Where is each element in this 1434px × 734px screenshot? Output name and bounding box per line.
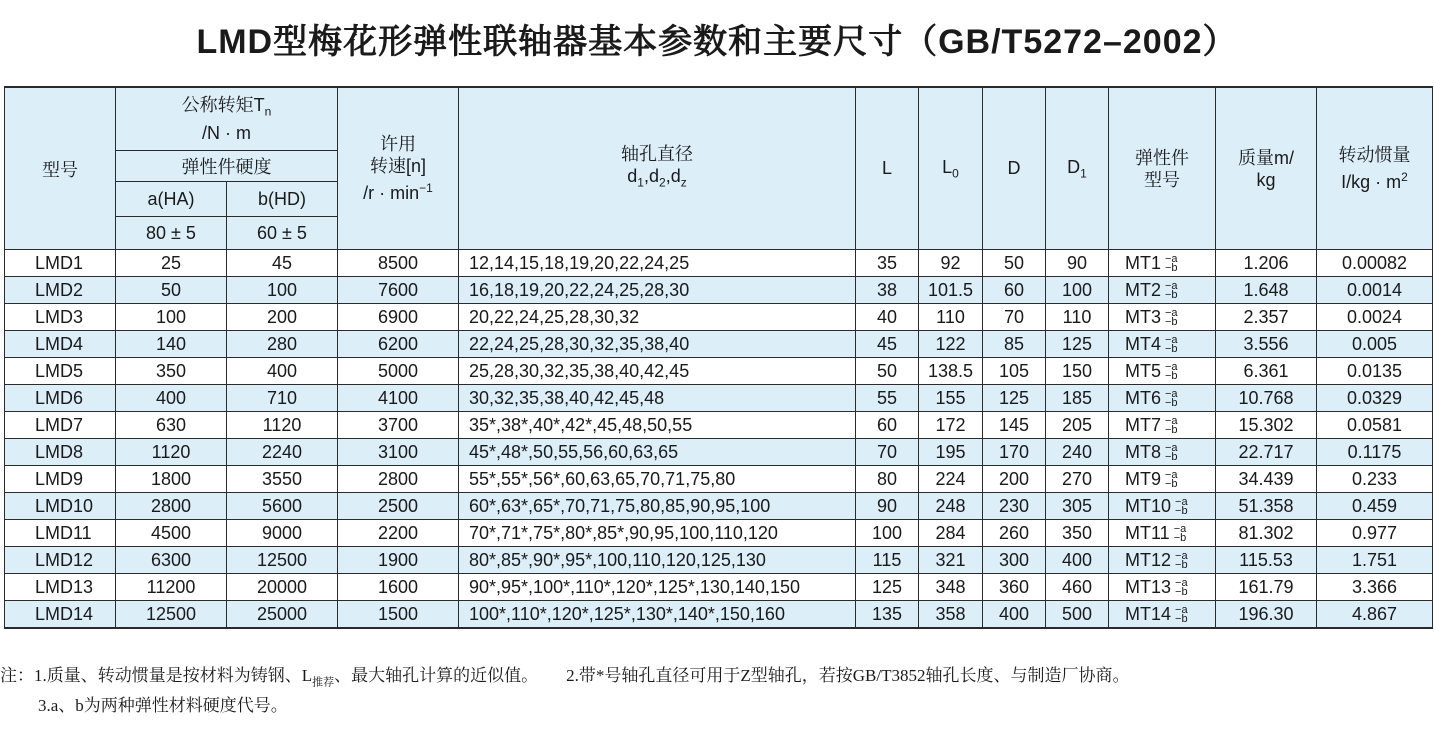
cell-b: 20000 [227, 574, 338, 601]
cell-D: 85 [983, 331, 1046, 358]
cell-bore: 45*,48*,50,55,56,60,63,65 [459, 439, 856, 466]
table-row [5, 331, 1433, 358]
cell-mass: 34.439 [1216, 466, 1317, 493]
table-row [5, 304, 1433, 331]
header-a-value: 80 ± 5 [116, 217, 227, 250]
cell-a: 630 [116, 412, 227, 439]
cell-model: LMD14 [5, 601, 116, 629]
header-b: b(HD) [227, 182, 338, 217]
cell-inertia: 0.00082 [1317, 250, 1433, 277]
cell-mt: MT3 −a −b [1109, 304, 1216, 331]
table-row [5, 601, 1433, 629]
cell-L0: 172 [919, 412, 983, 439]
cell-bore: 60*,63*,65*,70,71,75,80,85,90,95,100 [459, 493, 856, 520]
cell-mass: 1.648 [1216, 277, 1317, 304]
cell-D: 260 [983, 520, 1046, 547]
cell-mt: MT13 −a −b [1109, 574, 1216, 601]
cell-D: 360 [983, 574, 1046, 601]
cell-mass: 161.79 [1216, 574, 1317, 601]
cell-model: LMD5 [5, 358, 116, 385]
cell-mt: MT4 −a −b [1109, 331, 1216, 358]
cell-b: 100 [227, 277, 338, 304]
cell-mt: MT1 −a −b [1109, 250, 1216, 277]
cell-L: 90 [856, 493, 919, 520]
cell-model: LMD4 [5, 331, 116, 358]
cell-L0: 248 [919, 493, 983, 520]
header-bore: 轴孔直径 $d_1,d_2,d_z$ [459, 87, 856, 250]
mt-suffix: −a −b [1175, 576, 1188, 598]
cell-L0: 155 [919, 385, 983, 412]
cell-a: 6300 [116, 547, 227, 574]
cell-speed: 7600 [338, 277, 459, 304]
cell-D: 105 [983, 358, 1046, 385]
cell-L0: 348 [919, 574, 983, 601]
cell-a: 350 [116, 358, 227, 385]
mt-suffix: −a −b [1165, 279, 1178, 301]
cell-inertia: 0.233 [1317, 466, 1433, 493]
cell-D1: 90 [1046, 250, 1109, 277]
cell-L: 60 [856, 412, 919, 439]
cell-speed: 2200 [338, 520, 459, 547]
table-row [5, 358, 1433, 385]
table-row [5, 466, 1433, 493]
cell-speed: 5000 [338, 358, 459, 385]
cell-L: 80 [856, 466, 919, 493]
cell-mass: 81.302 [1216, 520, 1317, 547]
cell-L: 40 [856, 304, 919, 331]
cell-D1: 185 [1046, 385, 1109, 412]
cell-bore: 30,32,35,38,40,42,45,48 [459, 385, 856, 412]
cell-a: 25 [116, 250, 227, 277]
cell-mt: MT9 −a −b [1109, 466, 1216, 493]
cell-L: 38 [856, 277, 919, 304]
cell-mt: MT11 −a −b [1109, 520, 1216, 547]
table-row [5, 277, 1433, 304]
cell-L: 115 [856, 547, 919, 574]
table-row [5, 574, 1433, 601]
cell-mt: MT14 −a −b [1109, 601, 1216, 629]
page-title: LMD型梅花形弹性联轴器基本参数和主要尺寸（GB/T5272–2002） [196, 23, 1238, 61]
mt-suffix: −a −b [1173, 522, 1187, 544]
cell-mass: 2.357 [1216, 304, 1317, 331]
cell-bore: 80*,85*,90*,95*,100,110,120,125,130 [459, 547, 856, 574]
header-L0: $L_0$ [919, 87, 983, 250]
cell-speed: 6900 [338, 304, 459, 331]
cell-a: 100 [116, 304, 227, 331]
cell-inertia: 0.0135 [1317, 358, 1433, 385]
header-L: L [856, 87, 919, 250]
mt-suffix: −a −b [1175, 603, 1188, 625]
header-b-value: 60 ± 5 [227, 217, 338, 250]
cell-D: 50 [983, 250, 1046, 277]
cell-D1: 125 [1046, 331, 1109, 358]
table-row [5, 250, 1433, 277]
cell-mt: MT12 −a −b [1109, 547, 1216, 574]
cell-model: LMD3 [5, 304, 116, 331]
cell-bore: 35*,38*,40*,42*,45,48,50,55 [459, 412, 856, 439]
table-row [5, 385, 1433, 412]
cell-L: 125 [856, 574, 919, 601]
mt-suffix: −a −b [1165, 333, 1178, 355]
cell-speed: 2500 [338, 493, 459, 520]
mt-suffix: −a −b [1165, 360, 1178, 382]
cell-model: LMD1 [5, 250, 116, 277]
cell-a: 1120 [116, 439, 227, 466]
cell-L0: 110 [919, 304, 983, 331]
cell-D1: 205 [1046, 412, 1109, 439]
cell-model: LMD7 [5, 412, 116, 439]
cell-D1: 100 [1046, 277, 1109, 304]
cell-model: LMD6 [5, 385, 116, 412]
cell-bore: 90*,95*,100*,110*,120*,125*,130,140,150 [459, 574, 856, 601]
cell-speed: 1900 [338, 547, 459, 574]
cell-b: 25000 [227, 601, 338, 629]
cell-D1: 400 [1046, 547, 1109, 574]
cell-speed: 4100 [338, 385, 459, 412]
header-speed: 许用 转速[n] $/r \cdot \min^{-1}$ [338, 87, 459, 250]
cell-speed: 1600 [338, 574, 459, 601]
cell-D1: 500 [1046, 601, 1109, 629]
cell-a: 140 [116, 331, 227, 358]
cell-mass: 15.302 [1216, 412, 1317, 439]
cell-a: 11200 [116, 574, 227, 601]
cell-b: 1120 [227, 412, 338, 439]
cell-speed: 1500 [338, 601, 459, 629]
cell-speed: 3700 [338, 412, 459, 439]
cell-b: 9000 [227, 520, 338, 547]
cell-D: 230 [983, 493, 1046, 520]
cell-bore: 100*,110*,120*,125*,130*,140*,150,160 [459, 601, 856, 629]
cell-L: 70 [856, 439, 919, 466]
cell-bore: 20,22,24,25,28,30,32 [459, 304, 856, 331]
cell-speed: 8500 [338, 250, 459, 277]
cell-inertia: 0.005 [1317, 331, 1433, 358]
cell-model: LMD2 [5, 277, 116, 304]
cell-D1: 110 [1046, 304, 1109, 331]
cell-model: LMD12 [5, 547, 116, 574]
cell-inertia: 0.0581 [1317, 412, 1433, 439]
header-model: 型号 [5, 87, 116, 250]
cell-bore: 70*,71*,75*,80*,85*,90,95,100,110,120 [459, 520, 856, 547]
mt-suffix: −a −b [1165, 441, 1178, 463]
header-a: a(HA) [116, 182, 227, 217]
cell-mt: MT10 −a −b [1109, 493, 1216, 520]
cell-D1: 240 [1046, 439, 1109, 466]
cell-mass: 22.717 [1216, 439, 1317, 466]
notes [0, 664, 1434, 718]
cell-D: 170 [983, 439, 1046, 466]
cell-D1: 460 [1046, 574, 1109, 601]
cell-b: 280 [227, 331, 338, 358]
cell-mass: 10.768 [1216, 385, 1317, 412]
cell-L0: 321 [919, 547, 983, 574]
cell-L0: 138.5 [919, 358, 983, 385]
mt-suffix: −a −b [1165, 306, 1178, 328]
cell-speed: 2800 [338, 466, 459, 493]
cell-L: 35 [856, 250, 919, 277]
cell-inertia: 0.459 [1317, 493, 1433, 520]
cell-inertia: 0.1175 [1317, 439, 1433, 466]
cell-a: 400 [116, 385, 227, 412]
table-body [5, 250, 1433, 629]
cell-inertia: 4.867 [1317, 601, 1433, 629]
cell-inertia: 1.751 [1317, 547, 1433, 574]
cell-model: LMD9 [5, 466, 116, 493]
cell-a: 1800 [116, 466, 227, 493]
header-D1: $D_1$ [1046, 87, 1109, 250]
cell-bore: 25,28,30,32,35,38,40,42,45 [459, 358, 856, 385]
cell-model: LMD13 [5, 574, 116, 601]
cell-b: 12500 [227, 547, 338, 574]
cell-b: 2240 [227, 439, 338, 466]
cell-b: 3550 [227, 466, 338, 493]
cell-L: 100 [856, 520, 919, 547]
mt-suffix: −a −b [1165, 414, 1178, 436]
table-row [5, 493, 1433, 520]
cell-b: 400 [227, 358, 338, 385]
cell-D: 300 [983, 547, 1046, 574]
cell-L: 45 [856, 331, 919, 358]
cell-mass: 1.206 [1216, 250, 1317, 277]
note-line-1: 注：1.质量、转动惯量是按材料为铸钢、$L_{推荐}$、最大轴孔计算的近似值。 2.带*号轴孔直径可用于Z型轴孔，若按GB/T3852轴孔长度、与制造厂协商。 [0, 666, 1130, 689]
cell-L: 50 [856, 358, 919, 385]
cell-model: LMD10 [5, 493, 116, 520]
mt-suffix: −a −b [1175, 495, 1188, 517]
cell-a: 4500 [116, 520, 227, 547]
cell-a: 12500 [116, 601, 227, 629]
cell-speed: 3100 [338, 439, 459, 466]
cell-L0: 122 [919, 331, 983, 358]
table-row [5, 547, 1433, 574]
table-row [5, 439, 1433, 466]
cell-mass: 51.358 [1216, 493, 1317, 520]
cell-inertia: 0.0024 [1317, 304, 1433, 331]
cell-D: 60 [983, 277, 1046, 304]
cell-D1: 150 [1046, 358, 1109, 385]
cell-D1: 350 [1046, 520, 1109, 547]
cell-L0: 284 [919, 520, 983, 547]
cell-model: LMD8 [5, 439, 116, 466]
cell-bore: 16,18,19,20,22,24,25,28,30 [459, 277, 856, 304]
cell-a: 50 [116, 277, 227, 304]
cell-a: 2800 [116, 493, 227, 520]
header-hardness: 弹性件硬度 [116, 151, 338, 182]
cell-b: 5600 [227, 493, 338, 520]
cell-speed: 6200 [338, 331, 459, 358]
header-torque: 公称转矩$T_n$ /N · m [116, 87, 338, 151]
cell-L0: 195 [919, 439, 983, 466]
cell-mass: 196.30 [1216, 601, 1317, 629]
cell-L: 135 [856, 601, 919, 629]
header-inertia: 转动惯量 $I/kg \cdot m^2$ [1317, 87, 1433, 250]
header-D: D [983, 87, 1046, 250]
cell-b: 45 [227, 250, 338, 277]
cell-mt: MT6 −a −b [1109, 385, 1216, 412]
cell-bore: 55*,55*,56*,60,63,65,70,71,75,80 [459, 466, 856, 493]
cell-D1: 270 [1046, 466, 1109, 493]
header-mass: 质量m/ kg [1216, 87, 1317, 250]
cell-inertia: 0.977 [1317, 520, 1433, 547]
cell-mt: MT2 −a −b [1109, 277, 1216, 304]
cell-model: LMD11 [5, 520, 116, 547]
cell-bore: 22,24,25,28,30,32,35,38,40 [459, 331, 856, 358]
table-row [5, 520, 1433, 547]
cell-mass: 115.53 [1216, 547, 1317, 574]
cell-mass: 6.361 [1216, 358, 1317, 385]
cell-bore: 12,14,15,18,19,20,22,24,25 [459, 250, 856, 277]
cell-D1: 305 [1046, 493, 1109, 520]
cell-L0: 101.5 [919, 277, 983, 304]
cell-mt: MT7 −a −b [1109, 412, 1216, 439]
cell-D: 400 [983, 601, 1046, 629]
cell-b: 200 [227, 304, 338, 331]
mt-suffix: −a −b [1175, 549, 1188, 571]
header-elastic: 弹性件 型号 [1109, 87, 1216, 250]
cell-mt: MT8 −a −b [1109, 439, 1216, 466]
cell-D: 125 [983, 385, 1046, 412]
table-row [5, 412, 1433, 439]
cell-inertia: 3.366 [1317, 574, 1433, 601]
cell-L: 55 [856, 385, 919, 412]
cell-mass: 3.556 [1216, 331, 1317, 358]
cell-b: 710 [227, 385, 338, 412]
cell-mt: MT5 −a −b [1109, 358, 1216, 385]
mt-suffix: −a −b [1165, 387, 1178, 409]
cell-inertia: 0.0014 [1317, 277, 1433, 304]
cell-L0: 358 [919, 601, 983, 629]
cell-D: 200 [983, 466, 1046, 493]
note-line-2: 3.a、b为两种弹性材料硬度代号。 [38, 696, 288, 716]
spec-table [4, 86, 1433, 629]
cell-D: 70 [983, 304, 1046, 331]
cell-L0: 92 [919, 250, 983, 277]
cell-L0: 224 [919, 466, 983, 493]
mt-suffix: −a −b [1165, 252, 1178, 274]
cell-inertia: 0.0329 [1317, 385, 1433, 412]
cell-D: 145 [983, 412, 1046, 439]
mt-suffix: −a −b [1165, 468, 1178, 490]
